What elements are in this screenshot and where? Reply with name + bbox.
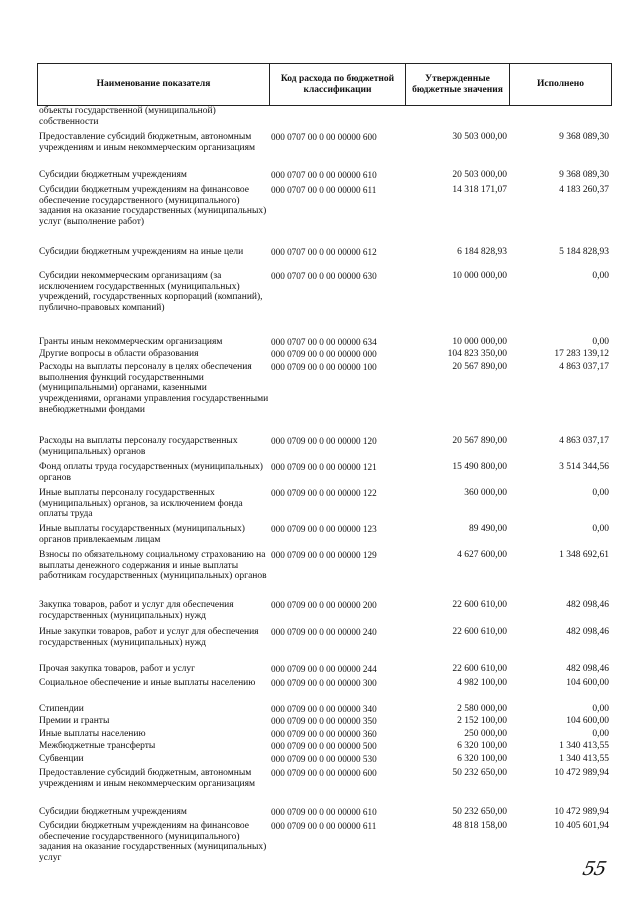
table-row xyxy=(37,132,611,153)
row-code: 000 0709 00 0 00 00000 120 xyxy=(271,436,377,446)
page-number: 55 xyxy=(580,858,608,880)
row-code: 000 0709 00 0 00 00000 340 xyxy=(271,704,377,714)
row-done: 0,00 xyxy=(592,488,609,498)
row-approved: 30 503 000,00 xyxy=(452,132,507,142)
row-done: 482 098,46 xyxy=(566,600,609,610)
row-name: Прочая закупка товаров, работ и услуг xyxy=(39,664,196,674)
row-name: объекты государственной (муниципальной) собственности xyxy=(39,106,216,127)
table-row xyxy=(37,524,611,545)
row-approved: 15 490 800,00 xyxy=(452,462,507,472)
table-header xyxy=(37,63,612,106)
header-done: Исполнено xyxy=(510,64,612,106)
row-code: 000 0709 00 0 00 00000 123 xyxy=(271,524,377,534)
row-name: Иные закупки товаров, работ и услуг для обеспечения государственных (муниципальных) нужд xyxy=(39,627,259,648)
row-done: 0,00 xyxy=(592,524,609,534)
row-name: Субвенции xyxy=(39,754,84,764)
row-code: 000 0709 00 0 00 00000 122 xyxy=(271,488,377,498)
row-approved: 250 000,00 xyxy=(464,729,507,739)
row-approved: 10 000 000,00 xyxy=(452,337,507,347)
row-name: Премии и гранты xyxy=(39,716,110,726)
row-approved: 22 600 610,00 xyxy=(452,664,507,674)
row-code: 000 0709 00 0 00 00000 300 xyxy=(271,678,377,688)
row-code: 000 0709 00 0 00 00000 611 xyxy=(271,821,377,831)
table-row xyxy=(37,462,611,483)
table-row xyxy=(37,729,611,740)
row-approved: 20 567 890,00 xyxy=(452,362,507,372)
row-name: Предоставление субсидий бюджетным, автономным учреждениям и иным некоммерческим организациям xyxy=(39,132,256,153)
row-code: 000 0707 00 0 00 00000 612 xyxy=(271,247,377,257)
row-code: 000 0709 00 0 00 00000 500 xyxy=(271,741,377,751)
row-code: 000 0709 00 0 00 00000 100 xyxy=(271,362,377,372)
row-code: 000 0709 00 0 00 00000 000 xyxy=(271,349,377,359)
table-row xyxy=(37,362,611,416)
row-code: 000 0709 00 0 00 00000 610 xyxy=(271,807,377,817)
row-code: 000 0707 00 0 00 00000 634 xyxy=(271,337,377,347)
row-code: 000 0707 00 0 00 00000 630 xyxy=(271,271,377,281)
table-row xyxy=(37,678,611,689)
row-done: 0,00 xyxy=(592,271,609,281)
row-code: 000 0709 00 0 00 00000 240 xyxy=(271,627,377,637)
row-approved: 89 490,00 xyxy=(469,524,507,534)
row-name: Межбюджетные трансферты xyxy=(39,741,156,751)
row-done: 10 472 989,94 xyxy=(554,768,609,778)
row-done: 1 340 413,55 xyxy=(559,741,609,751)
table-row xyxy=(37,349,611,360)
row-done: 0,00 xyxy=(592,704,609,714)
row-code: 000 0709 00 0 00 00000 530 xyxy=(271,754,377,764)
row-code: 000 0707 00 0 00 00000 600 xyxy=(271,132,377,142)
row-approved: 48 818 158,00 xyxy=(452,821,507,831)
row-approved: 22 600 610,00 xyxy=(452,600,507,610)
table-row xyxy=(37,754,611,765)
row-name: Стипендии xyxy=(39,704,84,714)
table-row xyxy=(37,247,611,258)
table-row xyxy=(37,337,611,348)
row-name: Субсидии бюджетным учреждениям на финансовое обеспечение государственного (муниципального) задания на оказание государственных (муниципальных) услуг (выполнение работ) xyxy=(39,185,267,228)
row-code: 000 0709 00 0 00 00000 360 xyxy=(271,729,377,739)
row-name: Субсидии некоммерческим организациям (за исключением государственных (муниципальных) учреждений, государственных корпораций (компаний), публично-правовых компаний) xyxy=(39,271,263,314)
header-name: Наименование показателя xyxy=(38,64,270,106)
row-approved: 10 000 000,00 xyxy=(452,271,507,281)
row-code: 000 0709 00 0 00 00000 129 xyxy=(271,550,377,560)
row-code: 000 0707 00 0 00 00000 611 xyxy=(271,185,377,195)
table-row xyxy=(37,821,611,864)
row-name: Расходы на выплаты персоналу в целях обеспечения выполнения функций государственными (муниципальными) органами, казенными учреждениями, органами управления государственными внебюджетными фондами xyxy=(39,362,269,415)
row-approved: 2 580 000,00 xyxy=(457,704,507,714)
row-code: 000 0707 00 0 00 00000 610 xyxy=(271,170,377,180)
row-done: 4 183 260,37 xyxy=(559,185,609,195)
table-row xyxy=(37,741,611,752)
table-row xyxy=(37,600,611,621)
table-row xyxy=(37,271,611,314)
row-name: Субсидии бюджетным учреждениям xyxy=(39,170,187,180)
row-done: 1 340 413,55 xyxy=(559,754,609,764)
row-approved: 50 232 650,00 xyxy=(452,768,507,778)
header-approved: Утвержденные бюджетные значения xyxy=(406,64,510,106)
row-done: 10 405 601,94 xyxy=(554,821,609,831)
table-row xyxy=(37,807,611,818)
row-code: 000 0709 00 0 00 00000 600 xyxy=(271,768,377,778)
row-name: Социальное обеспечение и иные выплаты населению xyxy=(39,678,256,688)
row-code: 000 0709 00 0 00 00000 244 xyxy=(271,664,377,674)
row-approved: 2 152 100,00 xyxy=(457,716,507,726)
row-name: Предоставление субсидий бюджетным, автономным учреждениям и иным некоммерческим организациям xyxy=(39,768,256,789)
table-row xyxy=(37,716,611,727)
row-approved: 4 982 100,00 xyxy=(457,678,507,688)
row-approved: 50 232 650,00 xyxy=(452,807,507,817)
row-approved: 6 320 100,00 xyxy=(457,741,507,751)
row-done: 4 863 037,17 xyxy=(559,436,609,446)
row-done: 3 514 344,56 xyxy=(559,462,609,472)
row-done: 9 368 089,30 xyxy=(559,132,609,142)
table-row xyxy=(37,550,611,582)
row-name: Иные выплаты населению xyxy=(39,729,146,739)
row-name: Расходы на выплаты персоналу государственных (муниципальных) органов xyxy=(39,436,238,457)
row-approved: 360 000,00 xyxy=(464,488,507,498)
row-name: Другие вопросы в области образования xyxy=(39,349,199,359)
row-done: 10 472 989,94 xyxy=(554,807,609,817)
row-approved: 104 823 350,00 xyxy=(447,349,507,359)
row-code: 000 0709 00 0 00 00000 200 xyxy=(271,600,377,610)
table-row xyxy=(37,768,611,789)
row-name: Субсидии бюджетным учреждениям на финансовое обеспечение государственного (муниципального) задания на оказание государственных (муниципальных) услуг xyxy=(39,821,267,864)
row-approved: 4 627 600,00 xyxy=(457,550,507,560)
row-done: 104 600,00 xyxy=(566,678,609,688)
row-done: 9 368 089,30 xyxy=(559,170,609,180)
row-approved: 6 320 100,00 xyxy=(457,754,507,764)
row-done: 104 600,00 xyxy=(566,716,609,726)
table-row xyxy=(37,436,611,457)
row-name: Иные выплаты персоналу государственных (муниципальных) органов, за исключением фонда оплаты труда xyxy=(39,488,243,520)
row-name: Гранты иным некоммерческим организациям xyxy=(39,337,223,347)
row-done: 482 098,46 xyxy=(566,627,609,637)
row-done: 4 863 037,17 xyxy=(559,362,609,372)
row-done: 482 098,46 xyxy=(566,664,609,674)
row-name: Фонд оплаты труда государственных (муниципальных) органов xyxy=(39,462,263,483)
table-row xyxy=(37,627,611,648)
table-row xyxy=(37,704,611,715)
row-done: 0,00 xyxy=(592,729,609,739)
row-approved: 20 567 890,00 xyxy=(452,436,507,446)
row-code: 000 0709 00 0 00 00000 350 xyxy=(271,716,377,726)
table-row xyxy=(37,106,611,127)
table-row xyxy=(37,664,611,675)
row-approved: 22 600 610,00 xyxy=(452,627,507,637)
row-done: 5 184 828,93 xyxy=(559,247,609,257)
row-done: 1 348 692,61 xyxy=(559,550,609,560)
row-done: 17 283 139,12 xyxy=(554,349,609,359)
row-approved: 20 503 000,00 xyxy=(452,170,507,180)
header-code: Код расхода по бюджетной классификации xyxy=(270,64,406,106)
row-approved: 14 318 171,07 xyxy=(452,185,507,195)
row-name: Субсидии бюджетным учреждениям xyxy=(39,807,187,817)
row-name: Иные выплаты государственных (муниципальных) органов привлекаемым лицам xyxy=(39,524,245,545)
row-name: Закупка товаров, работ и услуг для обеспечения государственных (муниципальных) нужд xyxy=(39,600,234,621)
row-approved: 6 184 828,93 xyxy=(457,247,507,257)
row-name: Взносы по обязательному социальному страхованию на выплаты денежного содержания и иные выплаты работникам государственных (муниципальных) органов xyxy=(39,550,267,582)
row-name: Субсидии бюджетным учреждениям на иные цели xyxy=(39,247,244,257)
table-row xyxy=(37,185,611,228)
row-code: 000 0709 00 0 00 00000 121 xyxy=(271,462,377,472)
table-row xyxy=(37,170,611,181)
row-done: 0,00 xyxy=(592,337,609,347)
table-row xyxy=(37,488,611,520)
